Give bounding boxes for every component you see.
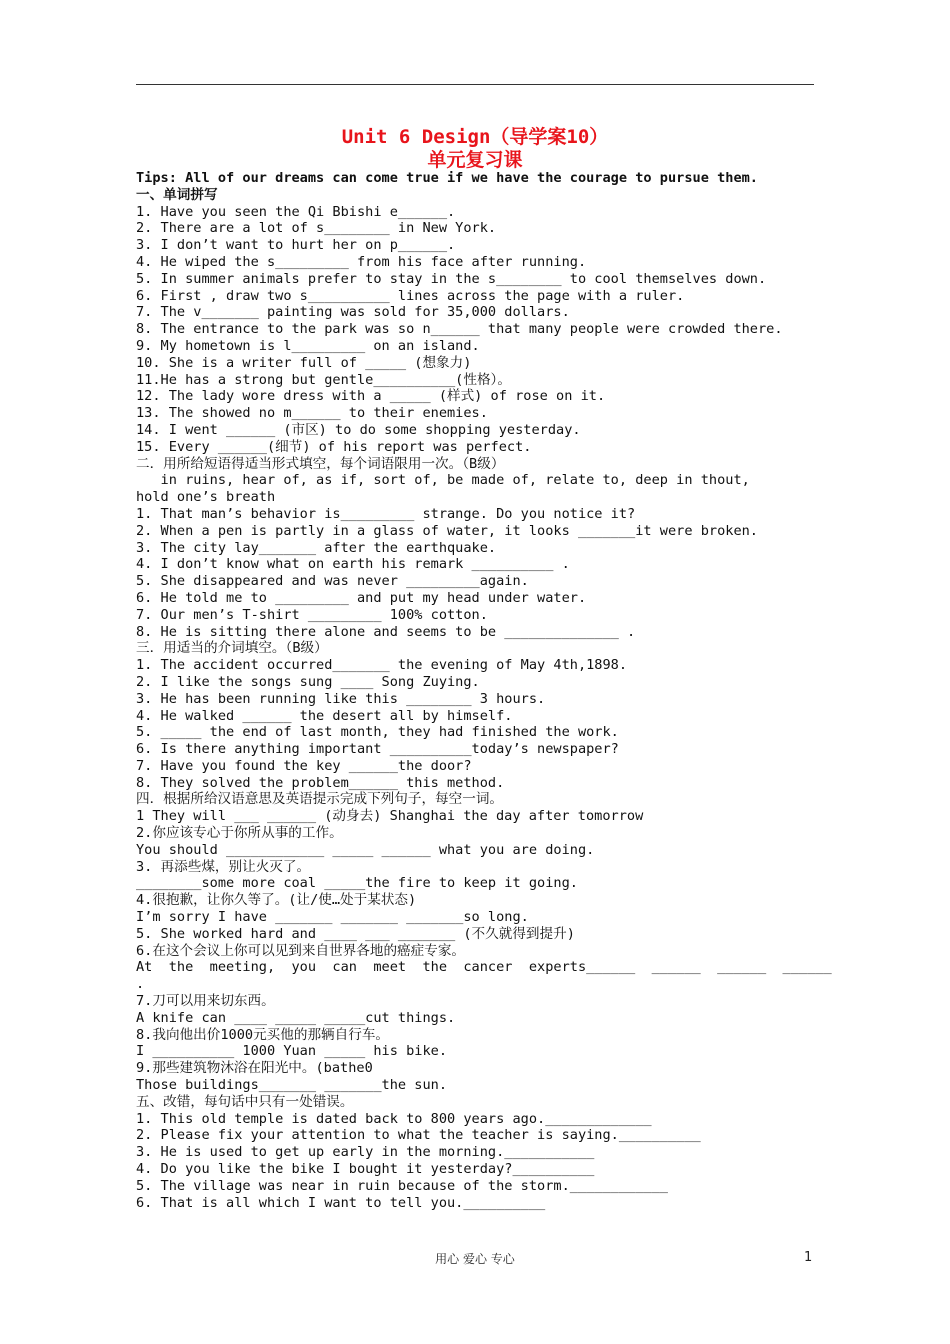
- worksheet-line: 5. She worked hard and ____ ___ _______ (不久就得到提升): [136, 925, 575, 942]
- worksheet-line: 7. Our men’s T-shirt _________ 100% cotton.: [136, 606, 488, 623]
- worksheet-line: 15. Every ______(细节) of his report was perfect.: [136, 438, 532, 455]
- worksheet-line: 3. I don’t want to hurt her on p______.: [136, 237, 456, 254]
- worksheet-line: 1. Have you seen the Qi Bbishi e______.: [136, 203, 456, 220]
- worksheet-line: 4. He wiped the s_________ from his face after running.: [136, 253, 587, 270]
- worksheet-line: 6. He told me to _________ and put my head under water.: [136, 589, 587, 606]
- worksheet-line: At the meeting, you can meet the cancer experts______ ______ ______ ______: [136, 959, 832, 976]
- worksheet-line: 3. He is used to get up early in the morning.___________: [136, 1144, 595, 1161]
- worksheet-line: 1. The accident occurred_______ the evening of May 4th,1898.: [136, 657, 628, 674]
- worksheet-line: 8. They solved the problem______ this method.: [136, 774, 505, 791]
- page-title: Unit 6 Design（导学案10）: [341, 126, 609, 148]
- worksheet-line: 7.刀可以用来切东西。: [136, 993, 275, 1010]
- worksheet-line: 6. That is all which I want to tell you.__________: [136, 1194, 546, 1211]
- worksheet-line: 3. The city lay_______ after the earthquake.: [136, 539, 497, 556]
- worksheet-line: 5. She disappeared and was never _________again.: [136, 573, 529, 590]
- worksheet-line: 一、单词拼写: [136, 186, 218, 203]
- worksheet-line: A knife can ____ _____ _____cut things.: [136, 1009, 456, 1026]
- worksheet-line: 6. First , draw two s__________ lines across the page with a ruler.: [136, 287, 685, 304]
- worksheet-line: Tips: All of our dreams can come true if we have the courage to pursue them.: [136, 170, 758, 186]
- worksheet-line: 14. I went ______ (市区) to do some shopping yesterday.: [136, 421, 581, 438]
- worksheet-line: 2. I like the songs sung ____ Song Zuying.: [136, 673, 480, 690]
- worksheet-line: 2. When a pen is partly in a glass of water, it looks _______it were broken.: [136, 522, 758, 539]
- worksheet-line: 2.你应该专心于你所从事的工作。: [136, 825, 343, 842]
- header-rule: [136, 84, 814, 85]
- worksheet-line: .: [136, 976, 145, 993]
- worksheet-body: [136, 170, 832, 1211]
- worksheet-line: You should ____________ _____ ______ what you are doing.: [136, 841, 595, 858]
- worksheet-line: 二．用所给短语得适当形式填空，每个词语限用一次。（B级）: [136, 455, 505, 472]
- worksheet-line: 5. _____ the end of last month, they had finished the work.: [136, 724, 619, 741]
- worksheet-line: 8. He is sitting there alone and seems to be ______________ .: [136, 623, 636, 640]
- worksheet-line: Those buildings_______ _______the sun.: [136, 1077, 447, 1094]
- worksheet-line: 6.在这个会议上你可以见到来自世界各地的癌症专家。: [136, 942, 466, 959]
- worksheet-line: 8. The entrance to the park was so n______ that many people were crowded there.: [136, 321, 783, 338]
- worksheet-line: 10. She is a writer full of _____ (想象力): [136, 354, 472, 371]
- worksheet-line: 13. The showed no m______ to their enemies.: [136, 405, 488, 422]
- worksheet-line: 4.很抱歉，让你久等了。(让/使…处于某状态): [136, 892, 417, 909]
- worksheet-line: 7. The v_______ painting was sold for 35,000 dollars.: [136, 304, 570, 321]
- worksheet-line: 2. Please fix your attention to what the teacher is saying.__________: [136, 1127, 701, 1144]
- page-number: 1: [804, 1250, 813, 1265]
- worksheet-line: in ruins, hear of, as if, sort of, be made of, relate to, deep in thout,: [136, 472, 750, 489]
- worksheet-line: 11.He has a strong but gentle__________(性格）。: [136, 371, 511, 388]
- page-subtitle: 单元复习课: [427, 149, 523, 171]
- worksheet-line: 三．用适当的介词填空。（B级）: [136, 640, 328, 657]
- worksheet-line: 4. I don’t know what on earth his remark __________ .: [136, 556, 570, 573]
- worksheet-line: 4. He walked ______ the desert all by himself.: [136, 707, 513, 724]
- worksheet-line: 五、改错，每句话中只有一处错误。: [136, 1093, 354, 1110]
- worksheet-line: hold one’s breath: [136, 489, 276, 506]
- worksheet-line: 2. There are a lot of s________ in New York.: [136, 220, 497, 237]
- worksheet-line: 8.我向他出价1000元买他的那辆自行车。: [136, 1026, 390, 1043]
- worksheet-line: 4. Do you like the bike I bought it yesterday?__________: [136, 1161, 595, 1178]
- worksheet-line: 7. Have you found the key ______the door?: [136, 757, 472, 774]
- worksheet-line: 四．根据所给汉语意思及英语提示完成下列句子，每空一词。: [136, 791, 504, 808]
- worksheet-line: 9. My hometown is l_________ on an island.: [136, 337, 480, 354]
- worksheet-line: I’m sorry I have _______ _______ _______so long.: [136, 909, 529, 926]
- worksheet-line: 5. In summer animals prefer to stay in the s________ to cool themselves down.: [136, 270, 767, 287]
- worksheet-line: I __________ 1000 Yuan _____ his bike.: [136, 1043, 447, 1060]
- worksheet-line: 12. The lady wore dress with a _____ (样式) of rose on it.: [136, 388, 606, 405]
- worksheet-line: ________some more coal _____the fire to keep it going.: [136, 875, 578, 892]
- worksheet-line: 3. He has been running like this ________ 3 hours.: [136, 690, 546, 707]
- worksheet-line: 9.那些建筑物沐浴在阳光中。(bathe0: [136, 1060, 373, 1077]
- worksheet-line: 1. That man’s behavior is_________ strange. Do you notice it?: [136, 505, 636, 522]
- worksheet-line: 5. The village was near in ruin because of the storm.____________: [136, 1177, 668, 1194]
- worksheet-line: 1. This old temple is dated back to 800 years ago._____________: [136, 1110, 652, 1127]
- worksheet-line: 3. 再添些煤，别让火灭了。: [136, 858, 311, 875]
- footer-text: 用心 爱心 专心: [435, 1252, 515, 1266]
- worksheet-line: 6. Is there anything important __________today’s newspaper?: [136, 741, 619, 758]
- worksheet-line: 1 They will ___ ______ (动身去) Shanghai the day after tomorrow: [136, 808, 644, 825]
